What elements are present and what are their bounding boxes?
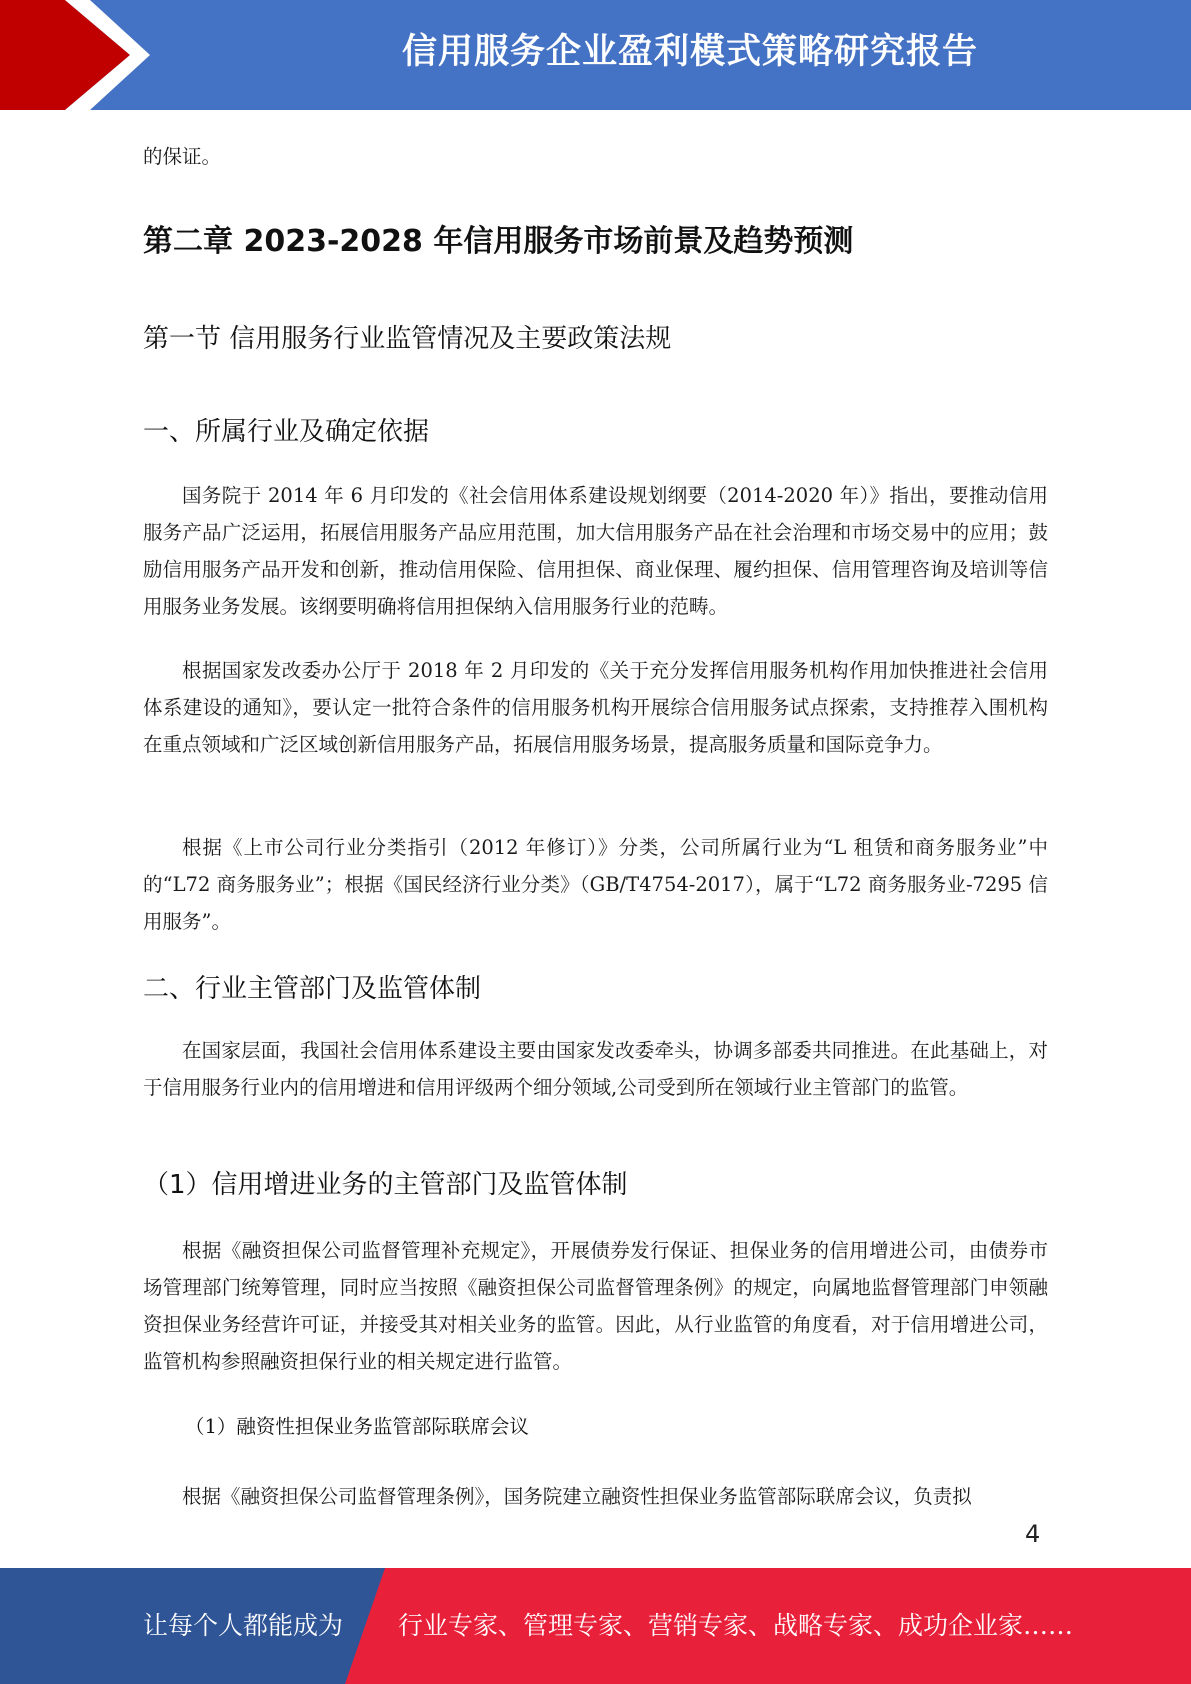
footer-slogan-right: 行业专家、管理专家、营销专家、战略专家、成功企业家…… (398, 1611, 1074, 1640)
section-title: 第一节 信用服务行业监管情况及主要政策法规 (143, 324, 672, 354)
list-item-1: （1）融资性担保业务监管部际联席会议 (185, 1415, 529, 1438)
heading-industry-basis: 一、所属行业及确定依据 (143, 417, 430, 447)
paragraph-3: 根据《上市公司行业分类指引（2012 年修订）》分类，公司所属行业为“L 租赁和商务服务业”中的“L72 商务服务业”；根据《国民经济行业分类》（GB/T4754-2017），属于“L72 商务服务业-7295 信用服务”。 (143, 836, 1048, 933)
heading-regulatory-system: 二、行业主管部门及监管体制 (143, 974, 482, 1004)
footer-slogan-left: 让每个人都能成为 (143, 1611, 344, 1640)
header-title: 信用服务企业盈利模式策略研究报告 (401, 32, 978, 72)
chapter-title: 第二章 2023-2028 年信用服务市场前景及趋势预测 (143, 224, 854, 259)
paragraph-6: 根据《融资担保公司监督管理条例》，国务院建立融资性担保业务监管部际联席会议，负责拟 (182, 1485, 972, 1508)
paragraph-1: 国务院于 2014 年 6 月印发的《社会信用体系建设规划纲要（2014-2020 年）》指出，要推动信用服务产品广泛运用，拓展信用服务产品应用范围，加大信用服务产品在社会治理和市场交易中的应用；鼓励信用服务产品开发和创新，推动信用保险、信用担保、商业保理、履约担保、信用管理咨询及培训等信用服务业务发展。该纲要明确将信用担保纳入信用服务行业的范畴。 (143, 484, 1048, 618)
paragraph-5: 根据《融资担保公司监督管理补充规定》，开展债券发行保证、担保业务的信用增进公司，由债券市场管理部门统筹管理，同时应当按照《融资担保公司监督管理条例》的规定，向属地监督管理部门申领融资担保业务经营许可证，并接受其对相关业务的监管。因此，从行业监管的角度看，对于信用增进公司，监管机构参照融资担保行业的相关规定进行监管。 (143, 1239, 1048, 1373)
page-footer (0, 1568, 1191, 1684)
page-header (0, 0, 1191, 110)
page-number: 4 (1025, 1520, 1041, 1548)
sub-heading-credit-enhancement: （1）信用增进业务的主管部门及监管体制 (143, 1170, 628, 1200)
header-chevron-decoration (0, 0, 160, 110)
intro-line: 的保证。 (143, 145, 222, 168)
paragraph-4: 在国家层面，我国社会信用体系建设主要由国家发改委牵头，协调多部委共同推进。在此基础上，对于信用服务行业内的信用增进和信用评级两个细分领域,公司受到所在领域行业主管部门的监管。 (143, 1039, 1048, 1099)
paragraph-2: 根据国家发改委办公厅于 2018 年 2 月印发的《关于充分发挥信用服务机构作用加快推进社会信用体系建设的通知》，要认定一批符合条件的信用服务机构开展综合信用服务试点探索，支持推荐入围机构在重点领域和广泛区域创新信用服务产品，拓展信用服务场景，提高服务质量和国际竞争力。 (143, 659, 1048, 756)
